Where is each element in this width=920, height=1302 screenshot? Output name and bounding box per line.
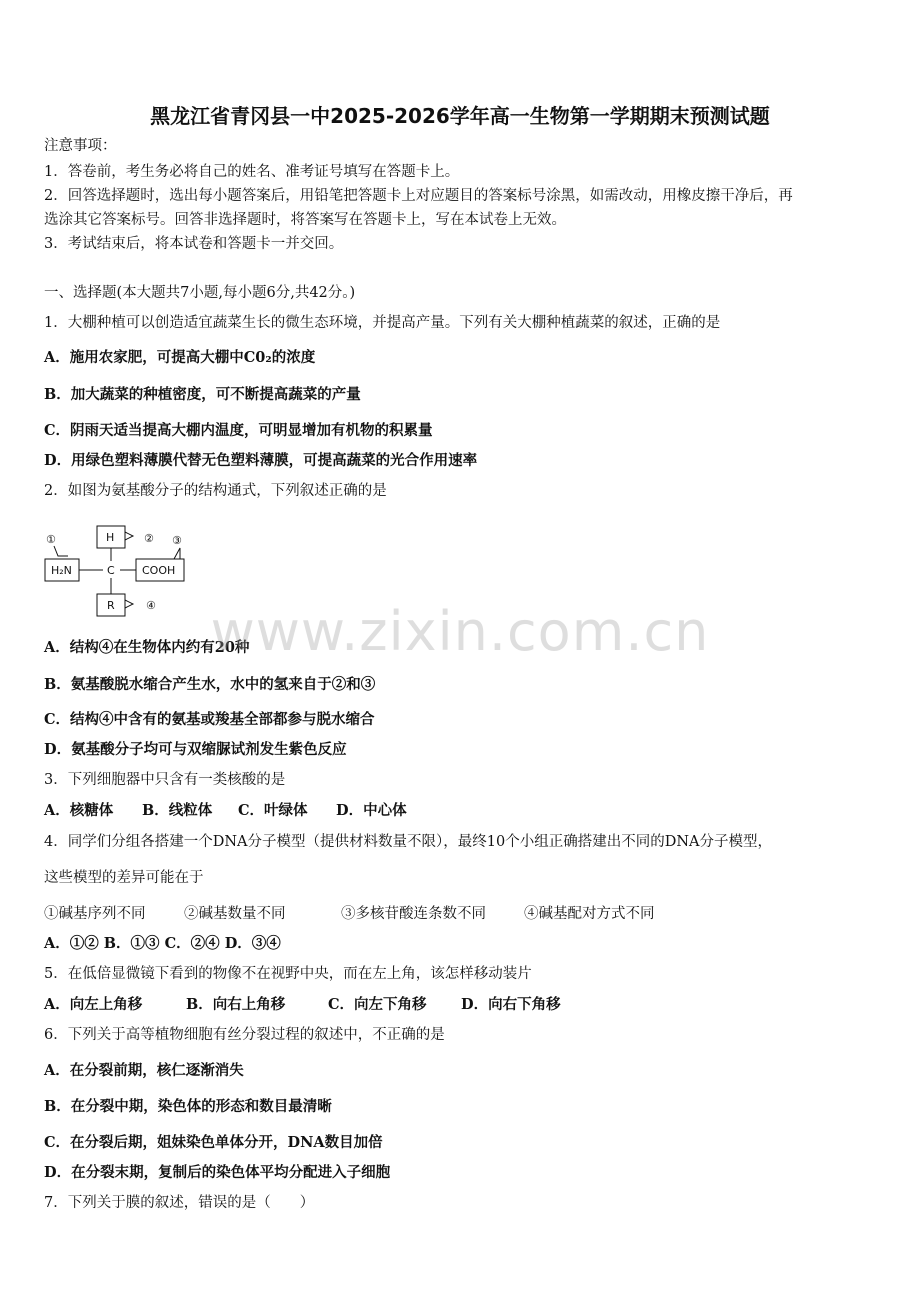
question-3-option-c: C．叶绿体: [238, 802, 308, 819]
question-4-options: A．①② B．①③ C．②④ D．③④: [44, 935, 281, 952]
question-4-item-3: ③多核苷酸连条数不同: [341, 906, 486, 922]
question-5-option-c: C．向左下角移: [328, 996, 427, 1013]
question-7-stem: 7．下列关于膜的叙述，错误的是（ ）: [44, 1195, 315, 1211]
question-3-option-b: B．线粒体: [142, 802, 213, 819]
notice-item: 选涂其它答案标号。回答非选择题时，将答案写在答题卡上，写在本试卷上无效。: [44, 212, 566, 228]
question-3-option-d: D．中心体: [336, 802, 407, 819]
notice-item: 1．答卷前，考生务必将自己的姓名、准考证号填写在答题卡上。: [44, 164, 460, 180]
question-5-option-a: A．向左上角移: [44, 996, 143, 1013]
question-5-options: [44, 995, 880, 1015]
question-3-option-a: A．核糖体: [44, 802, 114, 819]
diagram-label-4: ④: [146, 599, 156, 612]
question-6-option-a: A．在分裂前期，核仁逐渐消失: [44, 1062, 244, 1079]
question-2-option-a: A．结构④在生物体内约有20种: [44, 639, 250, 656]
question-1-option-d: D．用绿色塑料薄膜代替无色塑料薄膜，可提高蔬菜的光合作用速率: [44, 452, 478, 469]
question-6-option-c: C．在分裂后期，姐妹染色单体分开，DNA数目加倍: [44, 1134, 383, 1151]
question-4-item-2: ②碱基数量不同: [184, 906, 286, 922]
notice-heading: 注意事项：: [44, 138, 117, 154]
diagram-amino-group: H₂N: [51, 564, 72, 577]
question-2-option-d: D．氨基酸分子均可与双缩脲试剂发生紫色反应: [44, 741, 347, 758]
question-4-item-4: ④碱基配对方式不同: [524, 906, 655, 922]
diagram-hydrogen: H: [106, 531, 115, 544]
diagram-label-1: ①: [46, 533, 56, 546]
question-4-stem-continued: 这些模型的差异可能在于: [44, 870, 204, 886]
page-title: 黑龙江省青冈县一中2025-2026学年高一生物第一学期期末预测试题: [150, 104, 770, 128]
question-5-option-d: D．向右下角移: [461, 996, 561, 1013]
notice-item: 2．回答选择题时，选出每小题答案后，用铅笔把答题卡上对应题目的答案标号涂黑，如需改动，用橡皮擦干净后，再: [44, 188, 793, 204]
question-2-stem: 2．如图为氨基酸分子的结构通式，下列叙述正确的是: [44, 483, 387, 499]
question-6-stem: 6．下列关于高等植物细胞有丝分裂过程的叙述中，不正确的是: [44, 1027, 445, 1043]
question-6-option-d: D．在分裂末期，复制后的染色体平均分配进入子细胞: [44, 1164, 391, 1181]
question-1-option-b: B．加大蔬菜的种植密度，可不断提高蔬菜的产量: [44, 386, 361, 403]
question-1-option-c: C．阴雨天适当提高大棚内温度，可明显增加有机物的积累量: [44, 422, 433, 439]
question-4-stem: 4．同学们分组各搭建一个DNA分子模型（提供材料数量不限），最终10个小组正确搭建出不同的DNA分子模型，: [44, 834, 772, 850]
question-6-option-b: B．在分裂中期，染色体的形态和数目最清晰: [44, 1098, 332, 1115]
question-4-item-1: ①碱基序列不同: [44, 906, 146, 922]
question-4-items: [44, 904, 880, 924]
question-5-stem: 5．在低倍显微镜下看到的物像不在视野中央，而在左上角，该怎样移动装片: [44, 966, 532, 982]
question-5-option-b: B．向右上角移: [186, 996, 286, 1013]
section-heading: 一、选择题(本大题共7小题,每小题6分,共42分。): [44, 285, 356, 301]
diagram-label-2: ②: [144, 532, 154, 545]
question-3-options: [44, 801, 880, 821]
question-2-option-b: B．氨基酸脱水缩合产生水，水中的氢来自于②和③: [44, 676, 376, 693]
watermark: www.zixin.com.cn: [210, 600, 710, 663]
diagram-r-group: R: [107, 599, 115, 612]
question-1-option-a: A．施用农家肥，可提高大棚中C0₂的浓度: [44, 349, 316, 366]
diagram-label-3: ③: [172, 534, 182, 547]
diagram-central-carbon: C: [107, 564, 115, 577]
diagram-carboxyl-group: COOH: [142, 564, 176, 577]
question-1-stem: 1．大棚种植可以创造适宜蔬菜生长的微生态环境，并提高产量。下列有关大棚种植蔬菜的叙述，正确的是: [44, 315, 721, 331]
question-3-stem: 3．下列细胞器中只含有一类核酸的是: [44, 772, 286, 788]
question-2-option-c: C．结构④中含有的氨基或羧基全部都参与脱水缩合: [44, 711, 375, 728]
notice-item: 3．考试结束后，将本试卷和答题卡一并交回。: [44, 236, 344, 252]
